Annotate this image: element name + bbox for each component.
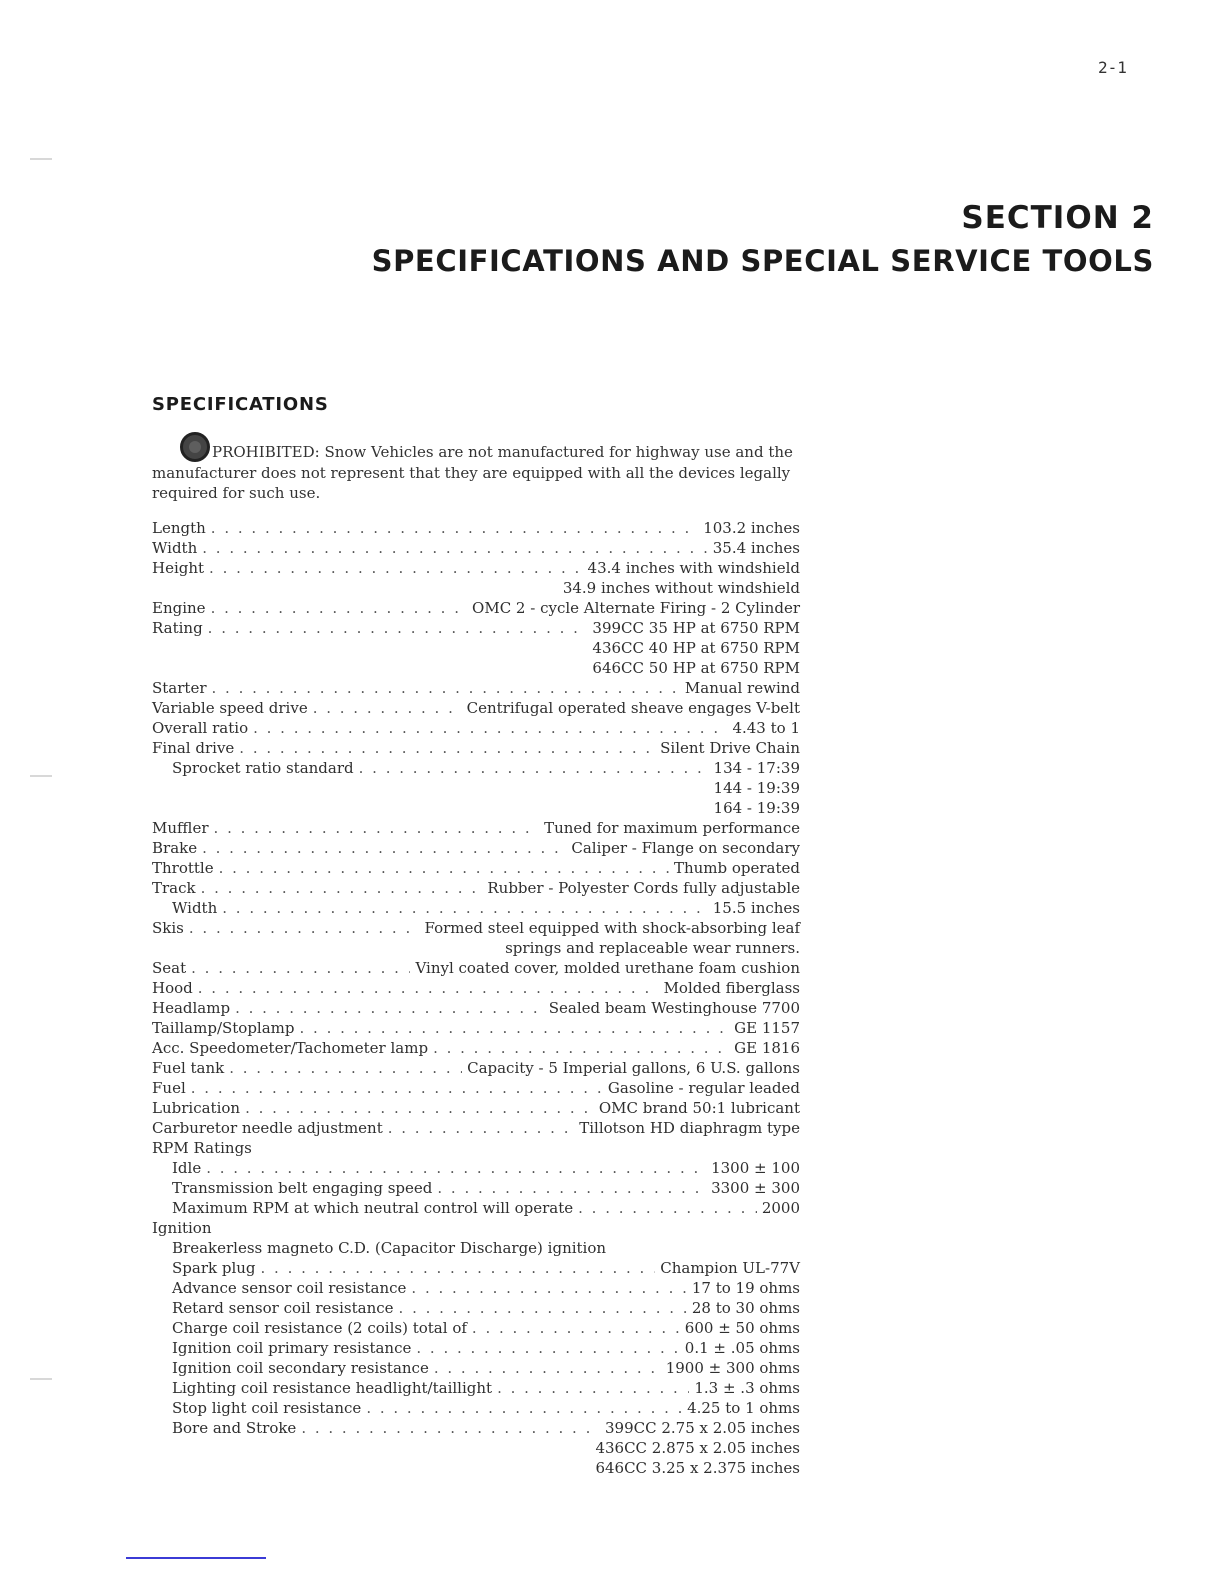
spec-row [152, 1218, 800, 1238]
spec-row [152, 918, 800, 938]
dot-leader [191, 958, 410, 978]
spec-value: Rubber - Polyester Cords fully adjustable [487, 879, 800, 897]
section-title: SPECIFICATIONS AND SPECIAL SERVICE TOOLS [371, 244, 1154, 278]
spec-label: RPM Ratings [152, 1139, 252, 1157]
spec-value: Thumb operated [673, 859, 800, 877]
dot-leader [578, 1198, 757, 1218]
spec-label: Sprocket ratio standard [172, 759, 354, 777]
spec-row [152, 598, 800, 618]
binder-hole-mark [30, 158, 52, 160]
spec-label: Breakerless magneto C.D. (Capacitor Discharge) ignition [172, 1239, 607, 1257]
spec-label: Lighting coil resistance headlight/taillight [172, 1379, 493, 1397]
spec-label: Ignition coil secondary resistance [172, 1359, 429, 1377]
spec-row [152, 658, 800, 678]
spec-row [152, 1098, 800, 1118]
spec-row [152, 978, 800, 998]
spec-value: GE 1157 [734, 1019, 800, 1037]
spec-row [152, 718, 800, 738]
dot-leader [433, 1038, 729, 1058]
spec-value: 646CC 50 HP at 6750 RPM [592, 659, 800, 677]
spec-label: Height [152, 559, 205, 577]
spec-row [152, 678, 800, 698]
spec-value: 399CC 35 HP at 6750 RPM [592, 619, 800, 637]
spec-row [152, 838, 800, 858]
spec-row [152, 1318, 800, 1338]
spec-label: Muffler [152, 819, 209, 837]
spec-row [152, 1298, 800, 1318]
spec-label: Length [152, 519, 206, 537]
spec-label: Stop light coil resistance [172, 1399, 362, 1417]
dot-leader [411, 1278, 686, 1298]
dot-leader [201, 878, 483, 898]
spec-value: 3300 ± 300 [711, 1179, 800, 1197]
spec-label: Fuel tank [152, 1059, 225, 1077]
binder-hole-mark [30, 775, 52, 777]
dot-leader [313, 698, 462, 718]
spec-value: 144 - 19:39 [713, 779, 800, 797]
spec-value: 164 - 19:39 [713, 799, 800, 817]
dot-leader [437, 1178, 706, 1198]
dot-leader [202, 538, 707, 558]
spec-label: Bore and Stroke [172, 1419, 297, 1437]
spec-row [152, 1358, 800, 1378]
dot-leader [198, 978, 659, 998]
spec-row [152, 818, 800, 838]
spec-label: Overall ratio [152, 719, 249, 737]
dot-leader [399, 1298, 687, 1318]
spec-value: 1.3 ± .3 ohms [694, 1379, 800, 1397]
spec-value: OMC 2 - cycle Alternate Firing - 2 Cylinder [472, 599, 800, 617]
dot-leader [301, 1418, 600, 1438]
spec-value: 2000 [761, 1199, 800, 1217]
spec-row [152, 758, 800, 778]
spec-label: Track [152, 879, 196, 897]
spec-value: 34.9 inches without windshield [562, 579, 800, 597]
spec-value: Manual rewind [684, 679, 800, 697]
spec-label: Rating [152, 619, 203, 637]
dot-leader [212, 678, 680, 698]
spec-row [152, 1078, 800, 1098]
dot-leader [211, 598, 467, 618]
spec-value: 4.25 to 1 ohms [687, 1399, 800, 1417]
spec-label: Ignition [152, 1219, 212, 1237]
spec-value: 399CC 2.75 x 2.05 inches [604, 1419, 800, 1437]
dot-leader [366, 1398, 682, 1418]
spec-value: 35.4 inches [712, 539, 800, 557]
spec-row [152, 618, 800, 638]
spec-value: 436CC 2.875 x 2.05 inches [595, 1439, 800, 1457]
spec-label: Skis [152, 919, 184, 937]
spec-value: 43.4 inches with windshield [587, 559, 800, 577]
prohibited-notice [152, 432, 800, 504]
spec-value: 103.2 inches [703, 519, 800, 537]
spec-row [152, 538, 800, 558]
dot-leader [222, 898, 707, 918]
spec-value: 436CC 40 HP at 6750 RPM [592, 639, 800, 657]
spec-row [152, 1398, 800, 1418]
footer-rule [126, 1557, 266, 1559]
spec-row [152, 1278, 800, 1298]
prohibited-icon [180, 432, 210, 462]
dot-leader [214, 818, 540, 838]
spec-row [152, 1158, 800, 1178]
spec-value: 28 to 30 ohms [691, 1299, 800, 1317]
spec-value: 134 - 17:39 [713, 759, 800, 777]
dot-leader [359, 758, 709, 778]
spec-value: Molded fiberglass [663, 979, 800, 997]
spec-row [152, 998, 800, 1018]
spec-label: Charge coil resistance (2 coils) total of [172, 1319, 467, 1337]
spec-value: Tuned for maximum performance [544, 819, 800, 837]
spec-row [152, 938, 800, 958]
dot-leader [206, 1158, 706, 1178]
spec-value: OMC brand 50:1 lubricant [598, 1099, 800, 1117]
spec-label: Throttle [152, 859, 214, 877]
spec-value: Formed steel equipped with shock-absorbing leaf [424, 919, 800, 937]
spec-row [152, 518, 800, 538]
spec-label: Acc. Speedometer/Tachometer lamp [152, 1039, 429, 1057]
spec-value: 1300 ± 100 [711, 1159, 800, 1177]
prohibited-notice-text: PROHIBITED: Snow Vehicles are not manufactured for highway use and the manufacturer does not represent that they are equipped with all the devices legally required for such use. [152, 443, 793, 502]
spec-label: Engine [152, 599, 206, 617]
spec-label: Hood [152, 979, 193, 997]
spec-value: 646CC 3.25 x 2.375 inches [595, 1459, 800, 1477]
spec-row [152, 1038, 800, 1058]
spec-label: Width [172, 899, 218, 917]
spec-row [152, 638, 800, 658]
dot-leader [208, 618, 588, 638]
spec-value: 600 ± 50 ohms [684, 1319, 800, 1337]
spec-row [152, 898, 800, 918]
dot-leader [497, 1378, 689, 1398]
spec-value: Vinyl coated cover, molded urethane foam cushion [415, 959, 800, 977]
dot-leader [211, 518, 698, 538]
dot-leader [219, 858, 669, 878]
dot-leader [434, 1358, 661, 1378]
dot-leader [239, 738, 655, 758]
spec-row [152, 1418, 800, 1438]
spec-row [152, 578, 800, 598]
spec-value: GE 1816 [734, 1039, 800, 1057]
dot-leader [300, 1018, 730, 1038]
dot-leader [235, 998, 544, 1018]
spec-label: Carburetor needle adjustment [152, 1119, 383, 1137]
spec-row [152, 738, 800, 758]
spec-label: Advance sensor coil resistance [172, 1279, 407, 1297]
spec-value: springs and replaceable wear runners. [505, 939, 800, 957]
spec-label: Idle [172, 1159, 202, 1177]
spec-label: Taillamp/Stoplamp [152, 1019, 295, 1037]
spec-row [152, 1238, 800, 1258]
spec-row [152, 1378, 800, 1398]
spec-row [152, 798, 800, 818]
spec-row [152, 1258, 800, 1278]
spec-value: 17 to 19 ohms [691, 1279, 800, 1297]
spec-row [152, 1058, 800, 1078]
dot-leader [472, 1318, 680, 1338]
spec-row [152, 858, 800, 878]
spec-value: Gasoline - regular leaded [607, 1079, 800, 1097]
page-number: 2-1 [1098, 58, 1127, 77]
spec-value: Centrifugal operated sheave engages V-belt [466, 699, 800, 717]
spec-value: 0.1 ± .05 ohms [684, 1339, 800, 1357]
spec-value: Sealed beam Westinghouse 7700 [548, 999, 800, 1017]
spec-label: Fuel [152, 1079, 186, 1097]
section-number: SECTION 2 [961, 200, 1154, 236]
spec-label: Starter [152, 679, 207, 697]
spec-label: Seat [152, 959, 187, 977]
spec-row [152, 1438, 800, 1458]
dot-leader [253, 718, 727, 738]
spec-row [152, 1138, 800, 1158]
spec-label: Headlamp [152, 999, 231, 1017]
spec-row [152, 558, 800, 578]
spec-value: Champion UL-77V [660, 1259, 800, 1277]
spec-row [152, 698, 800, 718]
spec-row [152, 958, 800, 978]
specifications-list [152, 518, 800, 1478]
spec-row [152, 1178, 800, 1198]
spec-label: Width [152, 539, 198, 557]
spec-value: Capacity - 5 Imperial gallons, 6 U.S. gallons [467, 1059, 800, 1077]
dot-leader [191, 1078, 603, 1098]
spec-label: Maximum RPM at which neutral control will operate [172, 1199, 574, 1217]
dot-leader [245, 1098, 594, 1118]
spec-row [152, 778, 800, 798]
spec-label: Ignition coil primary resistance [172, 1339, 412, 1357]
spec-value: Caliper - Flange on secondary [571, 839, 800, 857]
spec-row [152, 1338, 800, 1358]
spec-value: 4.43 to 1 [732, 719, 800, 737]
spec-label: Spark plug [172, 1259, 256, 1277]
spec-label: Final drive [152, 739, 235, 757]
specifications-heading: SPECIFICATIONS [152, 394, 329, 415]
dot-leader [261, 1258, 656, 1278]
dot-leader [202, 838, 566, 858]
spec-label: Variable speed drive [152, 699, 308, 717]
spec-value: 1900 ± 300 ohms [665, 1359, 800, 1377]
spec-value: 15.5 inches [712, 899, 800, 917]
spec-row [152, 878, 800, 898]
spec-value: Silent Drive Chain [660, 739, 800, 757]
spec-row [152, 1018, 800, 1038]
dot-leader [189, 918, 420, 938]
spec-value: Tillotson HD diaphragm type [579, 1119, 800, 1137]
dot-leader [209, 558, 582, 578]
spec-label: Lubrication [152, 1099, 241, 1117]
binder-hole-mark [30, 1378, 52, 1380]
spec-label: Retard sensor coil resistance [172, 1299, 394, 1317]
spec-label: Transmission belt engaging speed [172, 1179, 433, 1197]
spec-row [152, 1198, 800, 1218]
dot-leader [229, 1058, 462, 1078]
dot-leader [416, 1338, 679, 1358]
spec-label: Brake [152, 839, 198, 857]
spec-row [152, 1118, 800, 1138]
spec-row [152, 1458, 800, 1478]
dot-leader [388, 1118, 574, 1138]
